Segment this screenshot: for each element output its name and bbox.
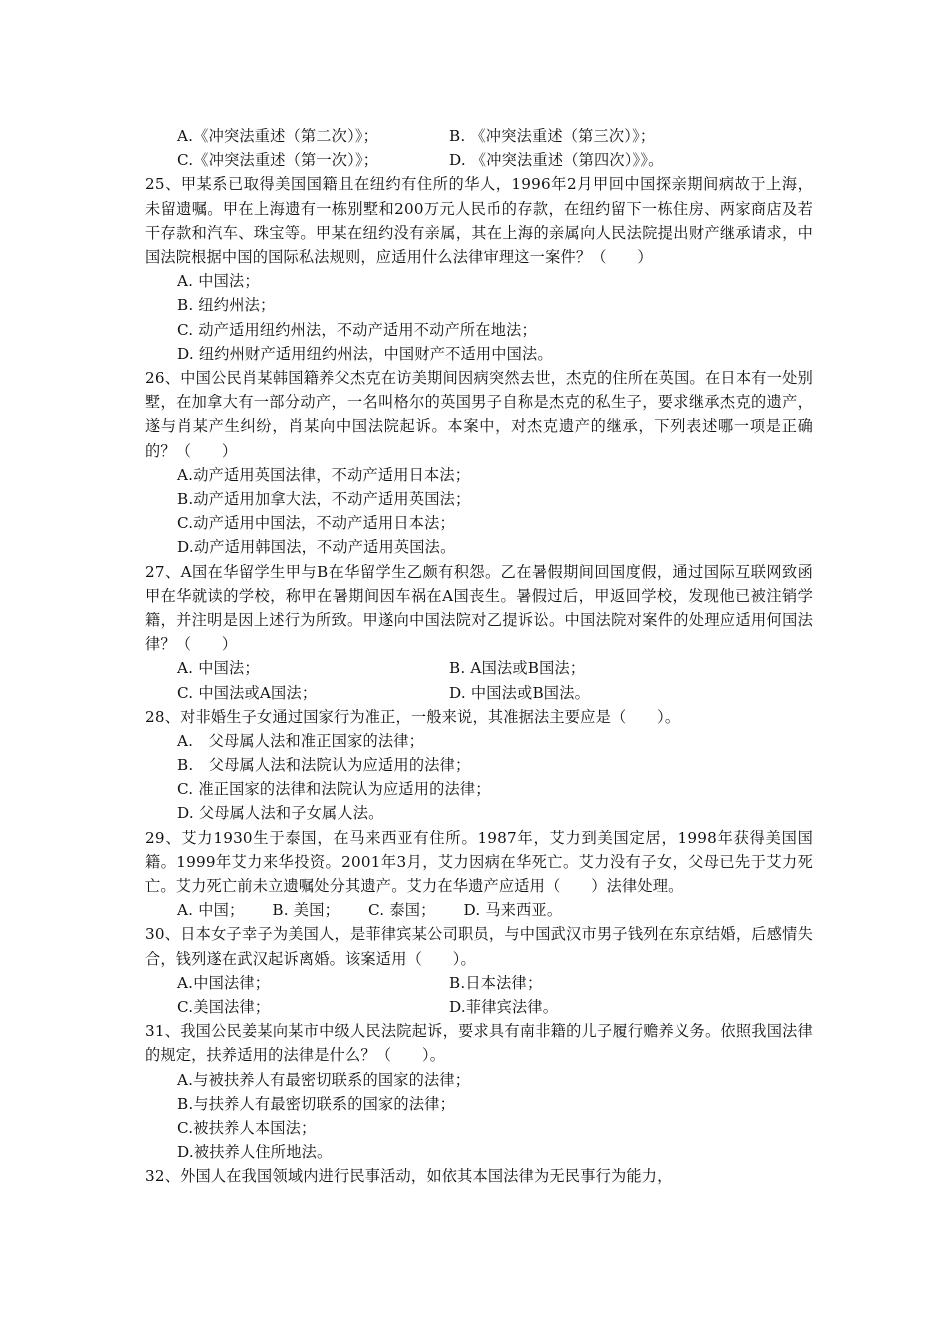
q27-option-b: B. A国法或B国法； (449, 659, 586, 678)
q26-option-c: C.动产适用中国法，不动产适用日本法； (177, 514, 455, 533)
q24-options-row-1 (145, 124, 813, 148)
q29-option-b: B. 美国； (272, 901, 340, 920)
q31-option-b: B.与扶养人有最密切联系的国家的法律； (177, 1094, 455, 1113)
q27-stem: 27、A国在华留学生甲与B在华留学生乙颇有积怨。乙在暑假期间回国度假，通过国际互联网致函甲在华就读的学校，称甲在暑期间因车祸在A国丧生。暑假过后，甲返回学校，发现他已被注销学籍，并注明是因上述行为所致。甲遂向中国法院对乙提诉讼。中国法院对案件的处理应适用何国法律？（ ） (145, 562, 813, 654)
q31-option-a: A.与被扶养人有最密切联系的国家的法律； (177, 1070, 471, 1089)
q24-option-a: A.《冲突法重述（第二次）》； (177, 127, 379, 145)
q31-option-d: D.被扶养人住所地法。 (177, 1143, 333, 1162)
q27-option-d: D. 中国法或B国法。 (449, 683, 590, 702)
q25-option-b: B. 纽约州法； (177, 296, 276, 315)
q25-option-d: D. 纽约州财产适用纽约州法，中国财产不适用中国法。 (177, 344, 553, 363)
q30-option-b: B.日本法律； (449, 973, 543, 992)
q24-options-row-2 (145, 148, 813, 172)
q29-option-a: A. 中国； (177, 901, 245, 920)
q31-stem: 31、我国公民姜某向某市中级人民法院起诉，要求具有南非籍的儿子履行赡养义务。依照我国法律的规定，扶养适用的法律是什么？（ ）。 (145, 1022, 813, 1065)
q27-option-c: C. 中国法或A国法； (177, 683, 318, 702)
q30-option-a: A.中国法律； (177, 973, 271, 992)
q28-option-a: A. 父母属人法和准正国家的法律； (177, 731, 425, 750)
q29-option-d: D. 马来西亚。 (463, 901, 563, 920)
q30-option-d: D.菲律宾法律。 (449, 998, 559, 1017)
q27-options-row-2 (145, 681, 813, 705)
q29-options-row (145, 898, 813, 922)
q29-option-c: C. 泰国； (367, 901, 436, 920)
q32-stem: 32、外国人在我国领域内进行民事活动，如依其本国法律为无民事行为能力， (145, 1167, 673, 1186)
q30-option-c: C.美国法律； (177, 998, 271, 1017)
q31-option-c: C.被扶养人本国法； (177, 1119, 317, 1137)
q28-option-d: D. 父母属人法和子女属人法。 (177, 804, 384, 823)
q30-options-row-2 (145, 995, 813, 1019)
q27-options-row-1 (145, 656, 813, 680)
q24-option-d: D. 《冲突法重述（第四次）》》。 (449, 151, 664, 170)
q25-option-c: C. 动产适用纽约州法，不动产适用不动产所在地法； (177, 320, 537, 339)
q25-stem: 25、甲某系已取得美国国籍且在纽约有住所的华人，1996年2月甲回中国探亲期间病故于上海，未留遗嘱。甲在上海遗有一栋别墅和200万元人民币的存款，在纽约留下一栋住房、两家商店及若干存款和汽车、珠宝等。甲某在纽约没有亲属，其在上海的亲属向人民法院提出财产继承请求，中国法院根据中国的国际私法规则，应适用什么法律审理这一案件？（ ） (145, 175, 813, 266)
q26-option-d: D.动产适用韩国法，不动产适用英国法。 (177, 538, 456, 557)
q26-option-a: A.动产适用英国法律，不动产适用日本法； (177, 465, 471, 484)
q28-option-c: C. 准正国家的法律和法院认为应适用的法律； (177, 780, 491, 799)
document-body (145, 124, 813, 1189)
q28-option-b: B. 父母属人法和法院认为应适用的法律； (177, 756, 471, 775)
q24-option-b: B. 《冲突法重述（第三次）》； (449, 127, 656, 145)
q27-option-a: A. 中国法； (177, 659, 260, 678)
q29-stem: 29、艾力1930生于泰国，在马来西亚有住所。1987年，艾力到美国定居，1998年获得美国国籍。1999年艾力来华投资。2001年3月，艾力因病在华死亡。艾力没有子女，父母已先于艾力死亡。艾力死亡前未立遗嘱处分其遗产。艾力在华遗产应适用（ ）法律处理。 (145, 828, 813, 896)
q24-option-c: C.《冲突法重述（第一次）》； (177, 151, 379, 170)
q26-option-b: B.动产适用加拿大法，不动产适用英国法； (177, 489, 471, 508)
q30-stem: 30、日本女子幸子为美国人，是菲律宾某公司职员，与中国武汉市男子钱列在东京结婚，后感情失合，钱列遂在武汉起诉离婚。该案适用（ ）。 (145, 925, 813, 968)
q25-option-a: A. 中国法； (177, 272, 260, 291)
q26-stem: 26、中国公民肖某韩国籍养父杰克在访美期间因病突然去世，杰克的住所在英国。在日本有一处别墅，在加拿大有一部分动产，一名叫格尔的英国男子自称是杰克的私生子，要求继承杰克的遗产，遂与肖某产生纠纷，肖某向中国法院起诉。本案中，对杰克遗产的继承，下列表述哪一项是正确的？（ ） (145, 368, 813, 460)
q28-stem: 28、对非婚生子女通过国家行为准正，一般来说，其准据法主要应是（ ）。 (145, 707, 681, 726)
q30-options-row-1 (145, 971, 813, 995)
